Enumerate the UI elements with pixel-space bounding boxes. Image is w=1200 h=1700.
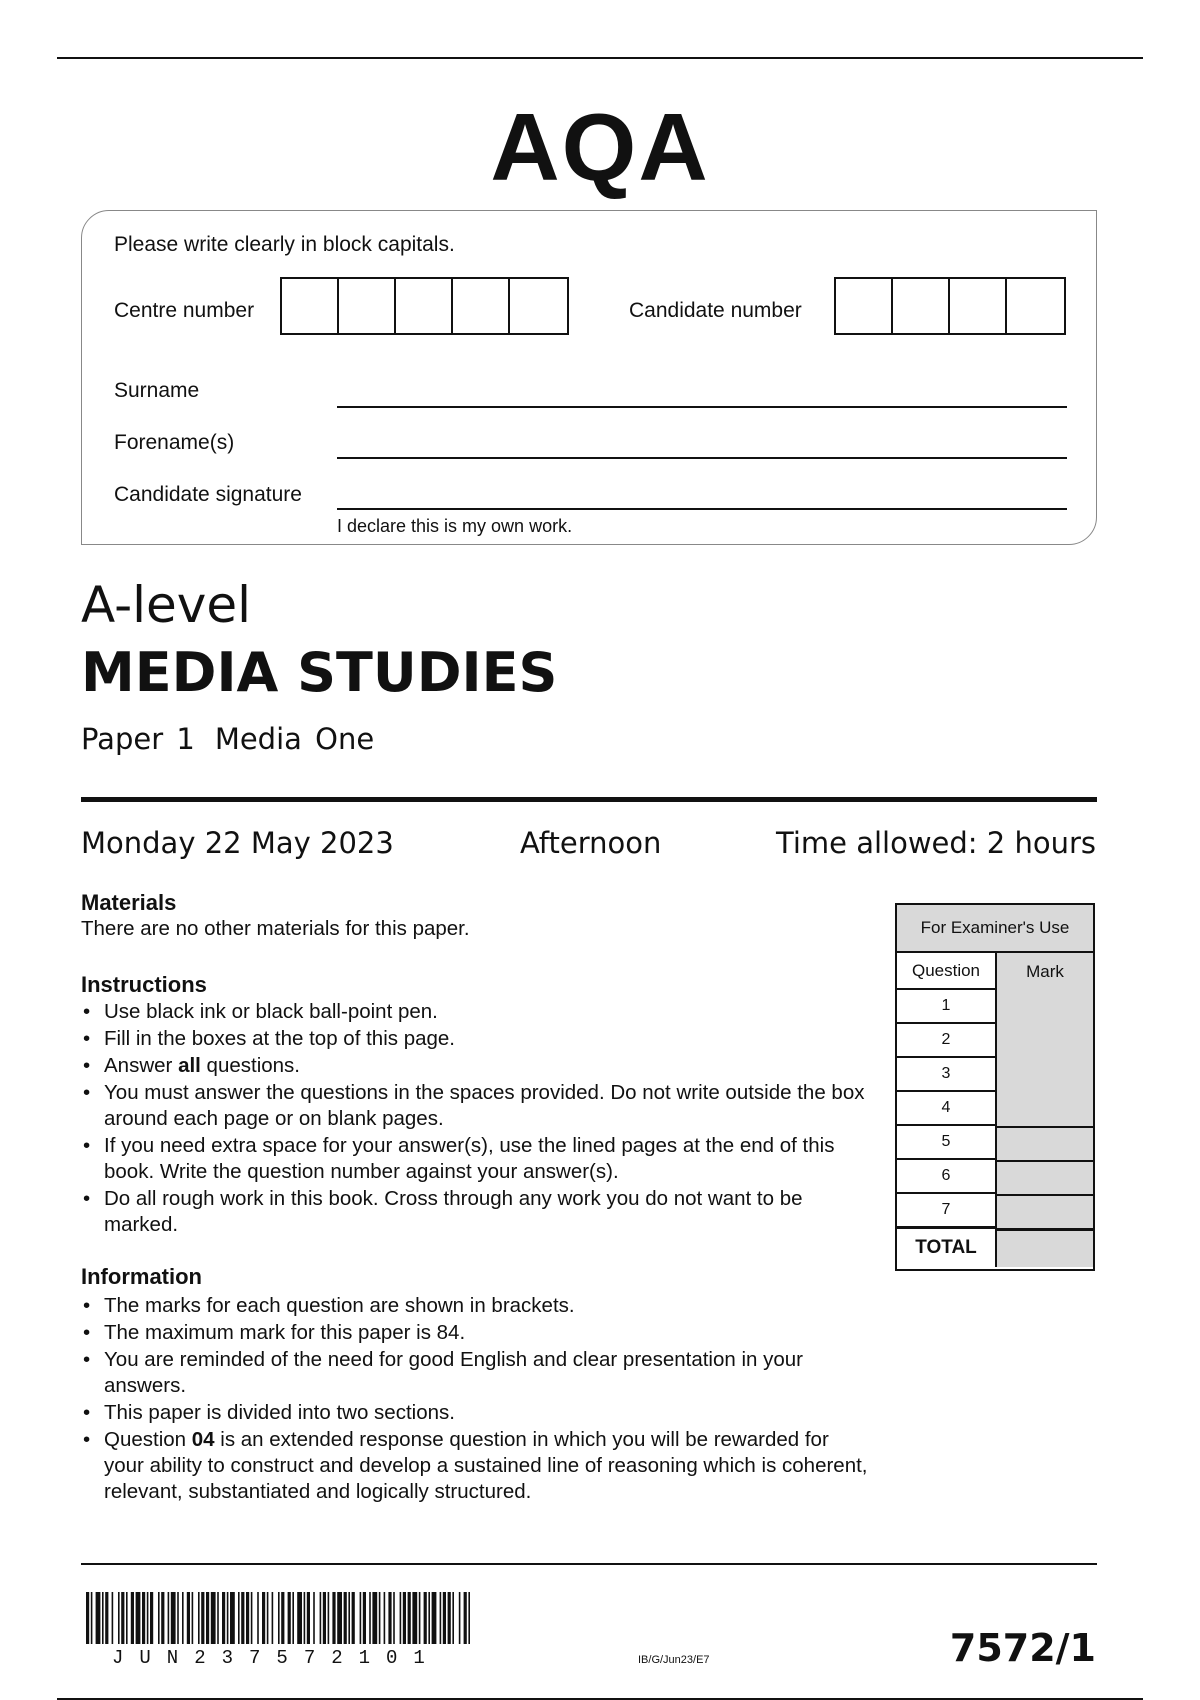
question-number: 7 bbox=[897, 1194, 997, 1228]
barcode-bar bbox=[187, 1592, 190, 1644]
barcode-bar bbox=[403, 1592, 406, 1644]
table-column-headers bbox=[897, 953, 1093, 990]
list-item: • If you need extra space for your answer(s), use the lined pages at the end of this book. Write the question number against your answer(s). bbox=[81, 1133, 871, 1185]
question-number: 6 bbox=[897, 1160, 997, 1194]
barcode-bar bbox=[313, 1592, 315, 1644]
instructions-list bbox=[81, 999, 871, 1239]
mark-cell bbox=[997, 1194, 1093, 1228]
barcode bbox=[86, 1592, 471, 1644]
list-item: • The marks for each question are shown in brackets. bbox=[81, 1293, 871, 1319]
question-number: 5 bbox=[897, 1126, 997, 1160]
title-rule bbox=[81, 797, 1097, 802]
question-number: 1 bbox=[897, 990, 997, 1024]
centre-number-boxes[interactable] bbox=[280, 277, 569, 335]
list-item bbox=[81, 1053, 871, 1079]
barcode-bar bbox=[344, 1592, 347, 1644]
barcode-bar bbox=[352, 1592, 355, 1644]
barcode-bar bbox=[332, 1592, 335, 1644]
top-rule bbox=[57, 57, 1143, 59]
question-number: 2 bbox=[897, 1024, 997, 1058]
barcode-bar bbox=[171, 1592, 176, 1644]
centre-digit-box[interactable] bbox=[510, 279, 567, 333]
barcode-bar bbox=[323, 1592, 326, 1644]
question-column-header: Question bbox=[897, 953, 997, 990]
barcode-bar bbox=[267, 1592, 269, 1644]
reference-code: IB/G/Jun23/E7 bbox=[638, 1654, 710, 1666]
barcode-bar bbox=[348, 1592, 350, 1644]
mark-cell bbox=[997, 1024, 1093, 1058]
barcode-bar bbox=[328, 1592, 330, 1644]
centre-number-label: Centre number bbox=[114, 299, 255, 322]
instructions-heading: Instructions bbox=[81, 972, 207, 997]
candidate-number-label: Candidate number bbox=[629, 299, 802, 322]
question-number: 4 bbox=[897, 1092, 997, 1126]
barcode-bar bbox=[464, 1592, 467, 1644]
time-allowed: Time allowed: 2 hours bbox=[776, 826, 1096, 860]
list-item: • This paper is divided into two sections. bbox=[81, 1400, 871, 1426]
signature-label: Candidate signature bbox=[114, 483, 302, 506]
mark-cell bbox=[997, 1092, 1093, 1126]
list-item: • Fill in the boxes at the top of this page. bbox=[81, 1026, 871, 1052]
aqa-logo: AQA bbox=[490, 94, 710, 201]
surname-field[interactable] bbox=[337, 406, 1067, 408]
materials-text: There are no other materials for this paper. bbox=[81, 917, 470, 940]
footer-rule bbox=[81, 1563, 1097, 1565]
examiners-use-table bbox=[895, 903, 1095, 1271]
mark-cell bbox=[997, 1126, 1093, 1160]
block-capitals-instruction: Please write clearly in block capitals. bbox=[114, 233, 455, 256]
forenames-field[interactable] bbox=[337, 457, 1067, 459]
list-item bbox=[81, 1427, 871, 1505]
barcode-bar bbox=[102, 1592, 104, 1644]
barcode-bar bbox=[320, 1592, 322, 1644]
table-row bbox=[897, 1092, 1093, 1126]
barcode-bar bbox=[360, 1592, 362, 1644]
total-label: TOTAL bbox=[897, 1229, 997, 1267]
subject-title: MEDIA STUDIES bbox=[81, 641, 558, 704]
mark-column-header: Mark bbox=[997, 953, 1093, 990]
barcode-bar bbox=[393, 1592, 395, 1644]
barcode-bar bbox=[307, 1592, 310, 1644]
barcode-bar bbox=[428, 1592, 430, 1644]
candidate-digit-box[interactable] bbox=[950, 279, 1007, 333]
answer-prefix: Answer bbox=[104, 1054, 179, 1077]
barcode-bar bbox=[337, 1592, 342, 1644]
barcode-bar bbox=[369, 1592, 371, 1644]
table-row bbox=[897, 1024, 1093, 1058]
answer-suffix: questions. bbox=[200, 1054, 301, 1077]
barcode-bar bbox=[440, 1592, 442, 1644]
barcode-bar bbox=[238, 1592, 240, 1644]
table-row bbox=[897, 1194, 1093, 1228]
mark-cell bbox=[997, 1160, 1093, 1194]
mark-cell bbox=[997, 1058, 1093, 1092]
examiners-use-title: For Examiner's Use bbox=[897, 905, 1093, 953]
barcode-bar bbox=[443, 1592, 446, 1644]
information-list bbox=[81, 1293, 871, 1506]
barcode-bar bbox=[241, 1592, 244, 1644]
barcode-bar bbox=[161, 1592, 164, 1644]
barcode-bar bbox=[459, 1592, 461, 1644]
barcode-bar bbox=[388, 1592, 391, 1644]
question-number-emphasis: 04 bbox=[191, 1428, 215, 1451]
table-row bbox=[897, 1126, 1093, 1160]
barcode-bar bbox=[217, 1592, 219, 1644]
barcode-bar bbox=[257, 1592, 259, 1644]
centre-digit-box[interactable] bbox=[396, 279, 453, 333]
barcode-bar bbox=[86, 1592, 89, 1644]
barcode-bar bbox=[363, 1592, 366, 1644]
barcode-bar bbox=[292, 1592, 294, 1644]
barcode-bar bbox=[147, 1592, 149, 1644]
barcode-bar bbox=[262, 1592, 265, 1644]
barcode-bar bbox=[424, 1592, 427, 1644]
list-item: • You are reminded of the need for good English and clear presentation in your answers. bbox=[81, 1347, 871, 1399]
barcode-bar bbox=[400, 1592, 402, 1644]
barcode-bar bbox=[281, 1592, 284, 1644]
barcode-bar bbox=[408, 1592, 411, 1644]
surname-label: Surname bbox=[114, 379, 200, 402]
barcode-bar bbox=[118, 1592, 120, 1644]
barcode-bar bbox=[150, 1592, 153, 1644]
paper-number: Paper 1 bbox=[81, 722, 195, 756]
information-heading: Information bbox=[81, 1264, 202, 1289]
candidate-number-boxes[interactable] bbox=[834, 277, 1066, 335]
candidate-digit-box[interactable] bbox=[893, 279, 950, 333]
candidate-details-box bbox=[81, 210, 1097, 545]
barcode-bar bbox=[211, 1592, 216, 1644]
list-item: • Do all rough work in this book. Cross through any work you do not want to be marked. bbox=[81, 1186, 871, 1238]
paper-code: 7572/1 bbox=[949, 1626, 1096, 1670]
question-number: 3 bbox=[897, 1058, 997, 1092]
barcode-bar bbox=[468, 1592, 470, 1644]
barcode-bar bbox=[227, 1592, 229, 1644]
barcode-bar bbox=[206, 1592, 209, 1644]
barcode-bar bbox=[372, 1592, 377, 1644]
table-row bbox=[897, 990, 1093, 1024]
list-item: • Use black ink or black ball-point pen. bbox=[81, 999, 871, 1025]
candidate-digit-box[interactable] bbox=[1007, 279, 1064, 333]
barcode-bar bbox=[272, 1592, 274, 1644]
barcode-bar bbox=[379, 1592, 381, 1644]
total-row bbox=[897, 1228, 1093, 1267]
barcode-bar bbox=[105, 1592, 108, 1644]
paper-title bbox=[81, 722, 394, 756]
centre-digit-box[interactable] bbox=[339, 279, 396, 333]
table-row bbox=[897, 1058, 1093, 1092]
barcode-bar bbox=[222, 1592, 225, 1644]
mark-cell bbox=[997, 990, 1093, 1024]
barcode-bar bbox=[126, 1592, 128, 1644]
barcode-bar bbox=[91, 1592, 93, 1644]
barcode-bar bbox=[96, 1592, 101, 1644]
candidate-digit-box[interactable] bbox=[836, 279, 893, 333]
barcode-bar bbox=[251, 1592, 253, 1644]
barcode-bar bbox=[384, 1592, 386, 1644]
answer-all-emphasis: all bbox=[178, 1054, 201, 1077]
barcode-bar bbox=[412, 1592, 417, 1644]
barcode-digits: JUN237572101 bbox=[112, 1647, 441, 1669]
list-item: • You must answer the questions in the spaces provided. Do not write outside the box around each page or on blank pages. bbox=[81, 1080, 871, 1132]
barcode-bar bbox=[131, 1592, 134, 1644]
signature-field[interactable] bbox=[337, 508, 1067, 510]
barcode-bar bbox=[201, 1592, 204, 1644]
barcode-bar bbox=[158, 1592, 160, 1644]
barcode-bar bbox=[419, 1592, 421, 1644]
question-suffix: is an extended response question in which you will be rewarded for your ability to construct and develop a sustained line of reasoning which is coherent, relevant, substantiated and logically structured. bbox=[104, 1428, 868, 1503]
barcode-bar bbox=[168, 1592, 170, 1644]
centre-digit-box[interactable] bbox=[453, 279, 510, 333]
barcode-bar bbox=[121, 1592, 124, 1644]
barcode-bar bbox=[304, 1592, 306, 1644]
barcode-bar bbox=[432, 1592, 437, 1644]
paper-name: Media One bbox=[214, 722, 375, 756]
exam-date: Monday 22 May 2023 bbox=[81, 826, 394, 860]
barcode-bar bbox=[246, 1592, 249, 1644]
barcode-bar bbox=[112, 1592, 114, 1644]
table-row bbox=[897, 1160, 1093, 1194]
barcode-bar bbox=[192, 1592, 194, 1644]
barcode-bar bbox=[198, 1592, 200, 1644]
barcode-bar bbox=[182, 1592, 184, 1644]
barcode-bar bbox=[297, 1592, 302, 1644]
barcode-bar bbox=[136, 1592, 141, 1644]
list-item: • The maximum mark for this paper is 84. bbox=[81, 1320, 871, 1346]
barcode-bar bbox=[142, 1592, 145, 1644]
question-prefix: Question bbox=[104, 1428, 192, 1451]
barcode-bar bbox=[288, 1592, 291, 1644]
total-mark-cell bbox=[997, 1229, 1093, 1267]
barcode-bar bbox=[177, 1592, 179, 1644]
barcode-bar bbox=[448, 1592, 451, 1644]
forenames-label: Forename(s) bbox=[114, 431, 235, 454]
barcode-bar bbox=[230, 1592, 235, 1644]
exam-session: Afternoon bbox=[520, 826, 662, 860]
declaration-text: I declare this is my own work. bbox=[337, 516, 573, 536]
centre-digit-box[interactable] bbox=[282, 279, 339, 333]
barcode-bar bbox=[452, 1592, 454, 1644]
barcode-bar bbox=[278, 1592, 280, 1644]
materials-heading: Materials bbox=[81, 890, 177, 915]
qualification-level: A-level bbox=[81, 576, 252, 634]
